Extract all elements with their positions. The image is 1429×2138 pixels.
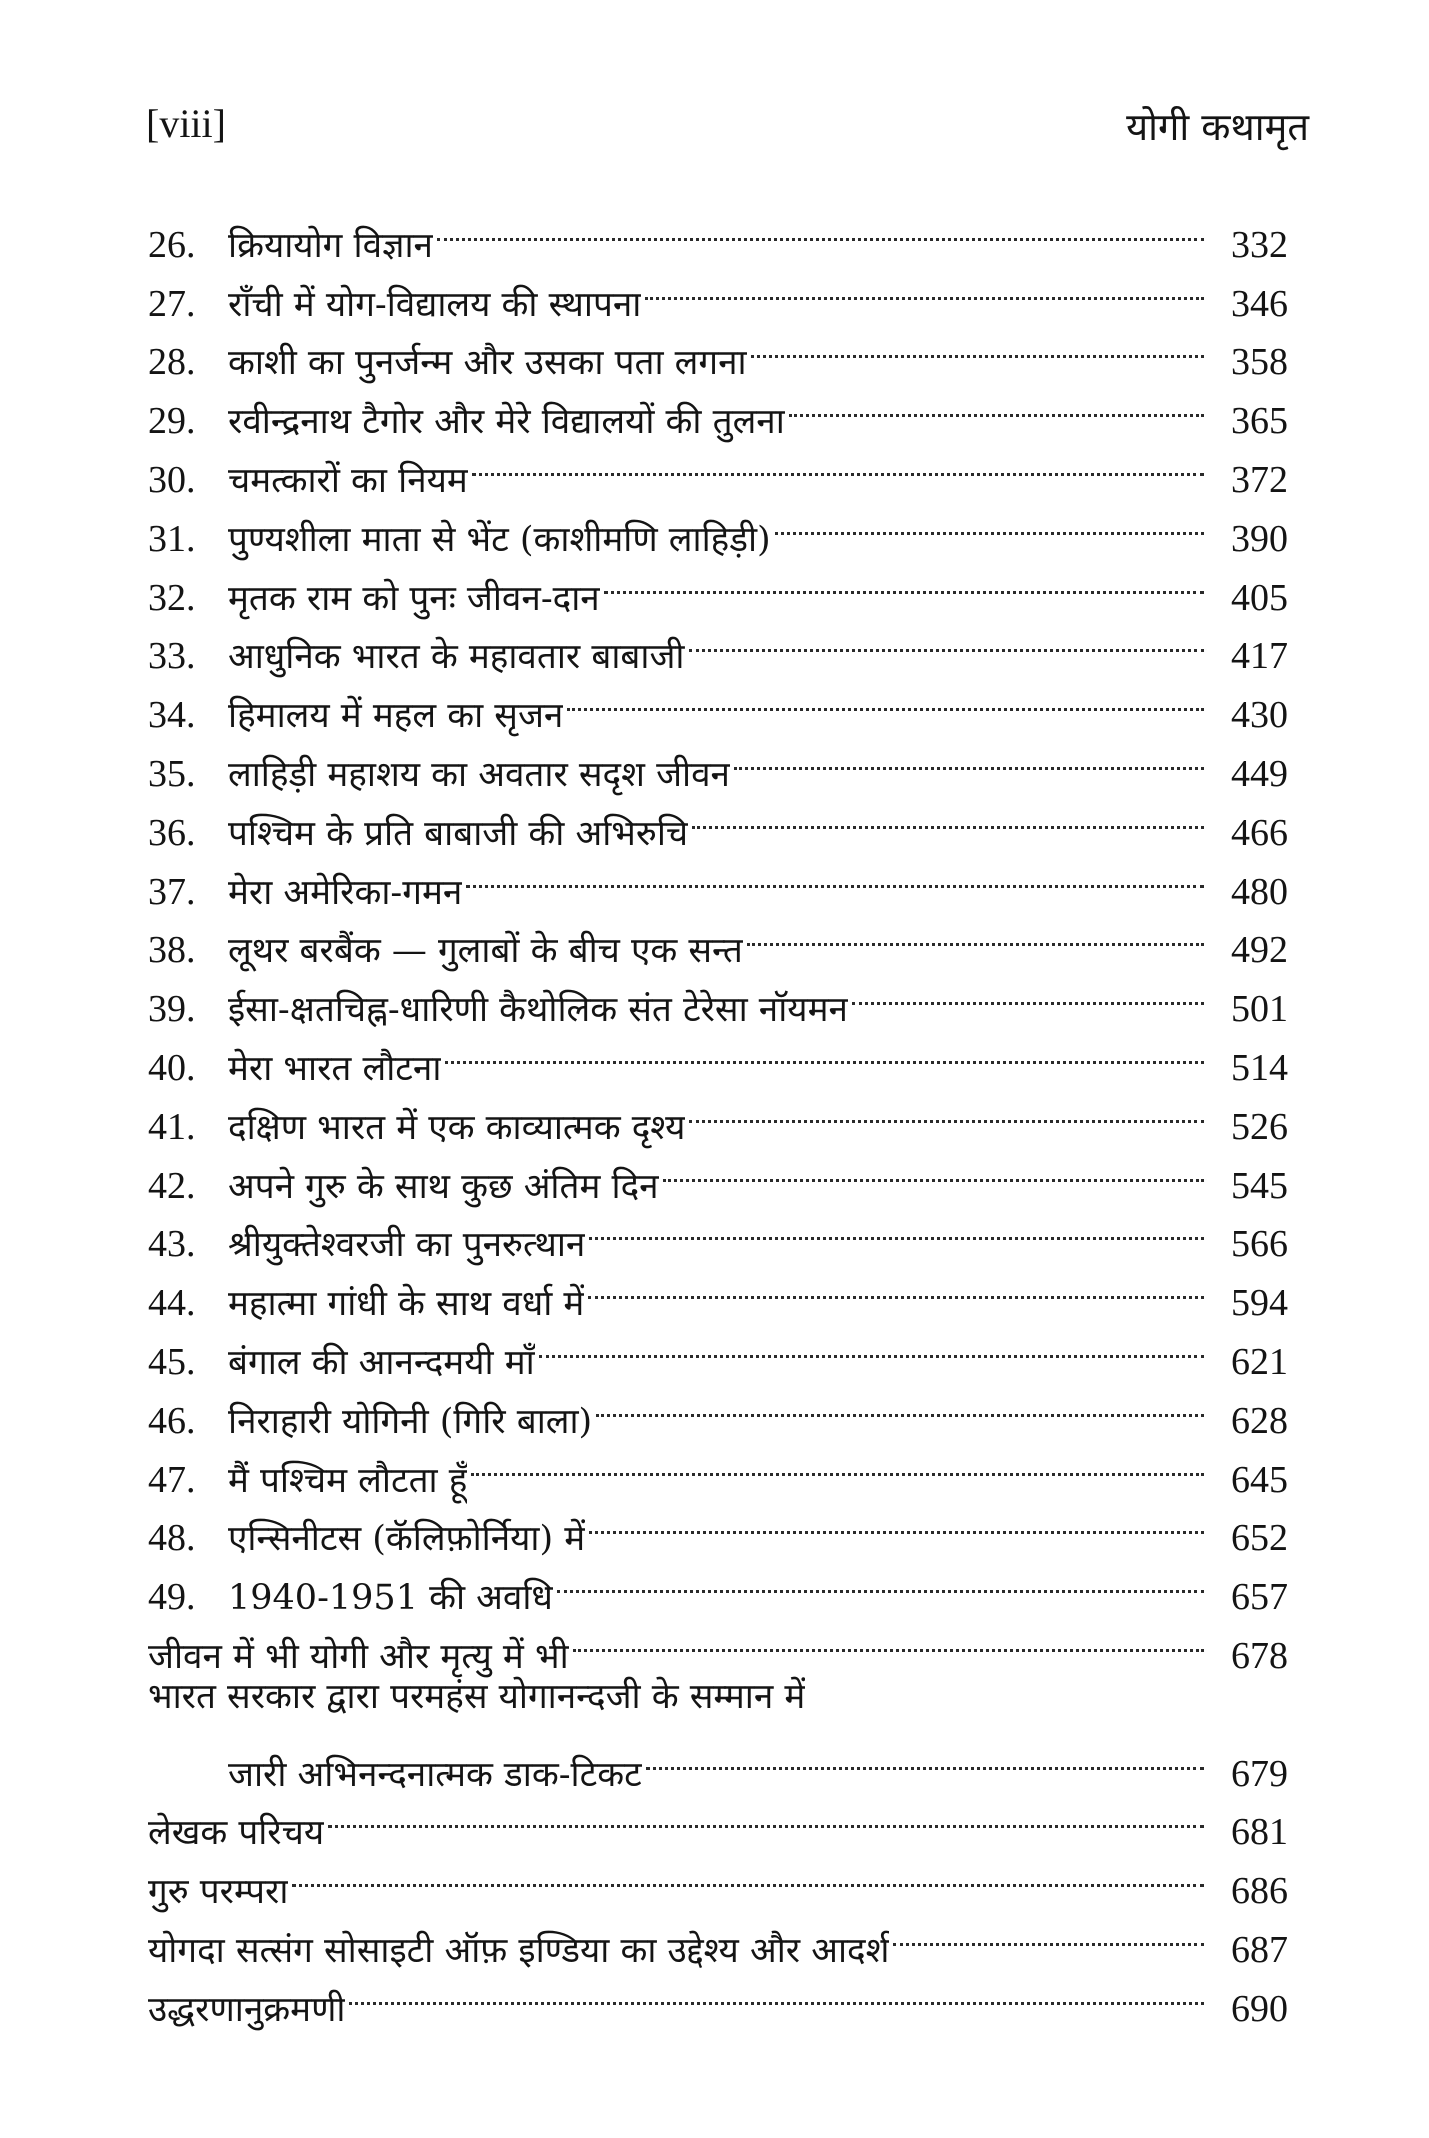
chapter-number: 48.: [148, 1517, 196, 1560]
toc-entry: [148, 1962, 1288, 2030]
chapter-title: निराहारी योगिनी (गिरि बाला): [228, 1401, 593, 1442]
dot-leader: [573, 1609, 1204, 1668]
page-number: 526: [1231, 1105, 1288, 1148]
chapter-title: पश्चिम के प्रति बाबाजी की अभिरुचि: [228, 813, 689, 854]
toc-entry: [148, 1903, 1288, 1971]
dot-leader: [292, 1844, 1204, 1903]
dot-leader: [589, 1198, 1204, 1257]
page-marker: [viii]: [146, 101, 226, 146]
page-number: 346: [1231, 282, 1288, 325]
dot-leader: [466, 845, 1204, 904]
toc-entry: [148, 433, 1288, 501]
chapter-number: 46.: [148, 1399, 196, 1442]
chapter-number: 47.: [148, 1458, 196, 1501]
page-number: 594: [1231, 1282, 1288, 1325]
page-number: 545: [1231, 1164, 1288, 1207]
chapter-number: 27.: [148, 282, 196, 325]
toc-entry: [148, 1374, 1288, 1442]
chapter-title: उद्धरणानुक्रमणी: [148, 1989, 346, 2030]
chapter-title: जारी अभिनन्दनात्मक डाक-टिकट: [228, 1754, 642, 1795]
page-number: 657: [1231, 1576, 1288, 1619]
chapter-number: 41.: [148, 1105, 196, 1148]
chapter-title: श्रीयुक्तेश्वरजी का पुनरुत्थान: [228, 1225, 586, 1266]
chapter-title: मेरा अमेरिका-गमन: [228, 872, 463, 913]
chapter-number: 45.: [148, 1340, 196, 1383]
chapter-number: 49.: [148, 1576, 196, 1619]
chapter-title: चमत्कारों का नियम: [228, 460, 468, 501]
chapter-title: अपने गुरु के साथ कुछ अंतिम दिन: [228, 1166, 659, 1207]
toc-entry: [148, 1139, 1288, 1207]
dot-leader: [751, 316, 1204, 375]
chapter-number: 30.: [148, 458, 196, 501]
chapter-number: 38.: [148, 929, 196, 972]
page-number: 480: [1231, 870, 1288, 913]
chapter-number: 33.: [148, 635, 196, 678]
page-number: 678: [1231, 1634, 1288, 1677]
toc-entry: [148, 198, 1288, 266]
book-title: योगी कथामृत: [1126, 105, 1309, 149]
page-number: 365: [1231, 400, 1288, 443]
toc-entry: [148, 1550, 1288, 1619]
chapter-title: लेखक परिचय: [148, 1813, 325, 1854]
dot-leader: [557, 1550, 1204, 1609]
chapter-title: योगदा सत्संग सोसाइटी ऑफ़ इण्डिया का उद्देश्य और आदर्श: [148, 1930, 890, 1971]
dot-leader: [445, 1021, 1204, 1080]
chapter-title: मेरा भारत लौटना: [228, 1048, 442, 1089]
dot-leader: [349, 1962, 1204, 2021]
toc-entry: [148, 1609, 1288, 1677]
chapter-number: 37.: [148, 870, 196, 913]
dot-leader: [789, 374, 1204, 433]
chapter-title: आधुनिक भारत के महावतार बाबाजी: [228, 637, 685, 678]
toc-entry: [148, 610, 1288, 678]
chapter-number: 42.: [148, 1164, 196, 1207]
dot-leader: [747, 904, 1204, 963]
chapter-title: बंगाल की आनन्दमयी माँ: [228, 1342, 535, 1383]
page-number: 566: [1231, 1223, 1288, 1266]
chapter-title: एन्सिनीटस (कॅलिफ़ोर्निया) में: [228, 1519, 586, 1560]
chapter-title: पुण्यशीला माता से भेंट (काशीमणि लाहिड़ी): [228, 519, 771, 560]
chapter-title: मृतक राम को पुनः जीवन-दान: [228, 578, 600, 619]
toc-entry: [148, 1727, 1288, 1795]
chapter-title: हिमालय में महल का सृजन: [228, 696, 564, 737]
dot-leader: [588, 1256, 1204, 1315]
toc-entry: [148, 1315, 1288, 1383]
chapter-title: जीवन में भी योगी और मृत्यु में भी: [148, 1636, 569, 1677]
page-number: 690: [1231, 1987, 1288, 2030]
page-number: 405: [1231, 576, 1288, 619]
chapter-number: 34.: [148, 694, 196, 737]
toc-entry: [148, 962, 1288, 1031]
dot-leader: [645, 257, 1204, 316]
chapter-title: लाहिड़ी महाशय का अवतार सदृश जीवन: [228, 754, 730, 795]
toc-entry: [148, 1492, 1288, 1560]
dot-leader: [589, 1492, 1204, 1551]
page-number: 372: [1231, 458, 1288, 501]
chapter-number: 39.: [148, 988, 196, 1031]
dot-leader: [472, 433, 1204, 492]
toc-entry: [148, 492, 1288, 560]
toc-entry: [148, 374, 1288, 443]
chapter-title: 1940-1951 की अवधि: [228, 1578, 553, 1619]
chapter-title: काशी का पुनर्जन्म और उसका पता लगना: [228, 343, 747, 384]
chapter-number: 31.: [148, 517, 196, 560]
dot-leader: [471, 1433, 1204, 1492]
page-number: 687: [1231, 1928, 1288, 1971]
page-number: 679: [1231, 1752, 1288, 1795]
page-number: 466: [1231, 811, 1288, 854]
chapter-number: 43.: [148, 1223, 196, 1266]
toc-entry: [148, 845, 1288, 913]
toc-entry: [148, 904, 1288, 972]
page-number: 686: [1231, 1870, 1288, 1913]
toc-entry: [148, 786, 1288, 854]
chapter-title: गुरु परम्परा: [148, 1872, 289, 1913]
chapter-title: रवीन्द्रनाथ टैगोर और मेरे विद्यालयों की तुलना: [228, 402, 785, 443]
page-number: 501: [1231, 988, 1288, 1031]
dot-leader: [689, 610, 1205, 669]
toc-entry: [148, 1668, 1288, 1727]
chapter-number: 35.: [148, 752, 196, 795]
page-number: 332: [1231, 223, 1288, 266]
page-number: 390: [1231, 517, 1288, 560]
page-number: 430: [1231, 694, 1288, 737]
toc-entry: [148, 1080, 1288, 1148]
dot-leader: [437, 198, 1204, 257]
toc-entry: [148, 1786, 1288, 1854]
dot-leader: [893, 1903, 1204, 1962]
page-number: 652: [1231, 1517, 1288, 1560]
chapter-title: ईसा-क्षतचिह्न-धारिणी कैथोलिक संत टेरेसा नॉयमन: [228, 990, 848, 1031]
chapter-title: राँची में योग-विद्यालय की स्थापना: [228, 284, 642, 325]
toc-entry: [148, 1844, 1288, 1913]
page-number: 514: [1231, 1046, 1288, 1089]
dot-leader: [689, 1080, 1204, 1139]
page-number: 449: [1231, 752, 1288, 795]
page-number: 492: [1231, 929, 1288, 972]
dot-leader: [539, 1315, 1204, 1374]
chapter-number: 40.: [148, 1046, 196, 1089]
table-of-contents: [148, 198, 1288, 2030]
chapter-title: महात्मा गांधी के साथ वर्धा में: [228, 1284, 585, 1325]
chapter-number: 44.: [148, 1282, 196, 1325]
chapter-number: 29.: [148, 400, 196, 443]
chapter-title: दक्षिण भारत में एक काव्यात्मक दृश्य: [228, 1107, 686, 1148]
dot-leader: [328, 1786, 1204, 1845]
page-number: 681: [1231, 1811, 1288, 1854]
dot-leader: [663, 1139, 1204, 1198]
toc-entry: [148, 257, 1288, 325]
toc-entry: [148, 316, 1288, 384]
toc-entry: [148, 668, 1288, 737]
dot-leader: [692, 786, 1204, 845]
page-number: 417: [1231, 635, 1288, 678]
chapter-title: लूथर बरबैंक — गुलाबों के बीच एक सन्त: [228, 931, 743, 972]
dot-leader: [596, 1374, 1204, 1433]
toc-entry: [148, 727, 1288, 795]
chapter-number: 26.: [148, 223, 196, 266]
chapter-number: 32.: [148, 576, 196, 619]
page-number: 645: [1231, 1458, 1288, 1501]
dot-leader: [604, 551, 1204, 610]
page-number: 621: [1231, 1340, 1288, 1383]
chapter-title: मैं पश्चिम लौटता हूँ: [228, 1460, 468, 1501]
toc-entry: [148, 1021, 1288, 1089]
chapter-title: भारत सरकार द्वारा परमहंस योगानन्दजी के सम्मान में: [148, 1676, 806, 1717]
dot-leader: [775, 492, 1204, 551]
toc-entry: [148, 551, 1288, 619]
chapter-title: क्रियायोग विज्ञान: [228, 225, 433, 266]
toc-entry: [148, 1256, 1288, 1325]
toc-entry: [148, 1198, 1288, 1266]
page-number: 358: [1231, 341, 1288, 384]
page-number: 628: [1231, 1399, 1288, 1442]
dot-leader: [646, 1727, 1204, 1786]
toc-entry: [148, 1433, 1288, 1501]
page-header: [146, 100, 1309, 160]
dot-leader: [852, 962, 1204, 1021]
dot-leader: [567, 668, 1204, 727]
chapter-number: 36.: [148, 811, 196, 854]
chapter-number: 28.: [148, 341, 196, 384]
dot-leader: [734, 727, 1204, 786]
